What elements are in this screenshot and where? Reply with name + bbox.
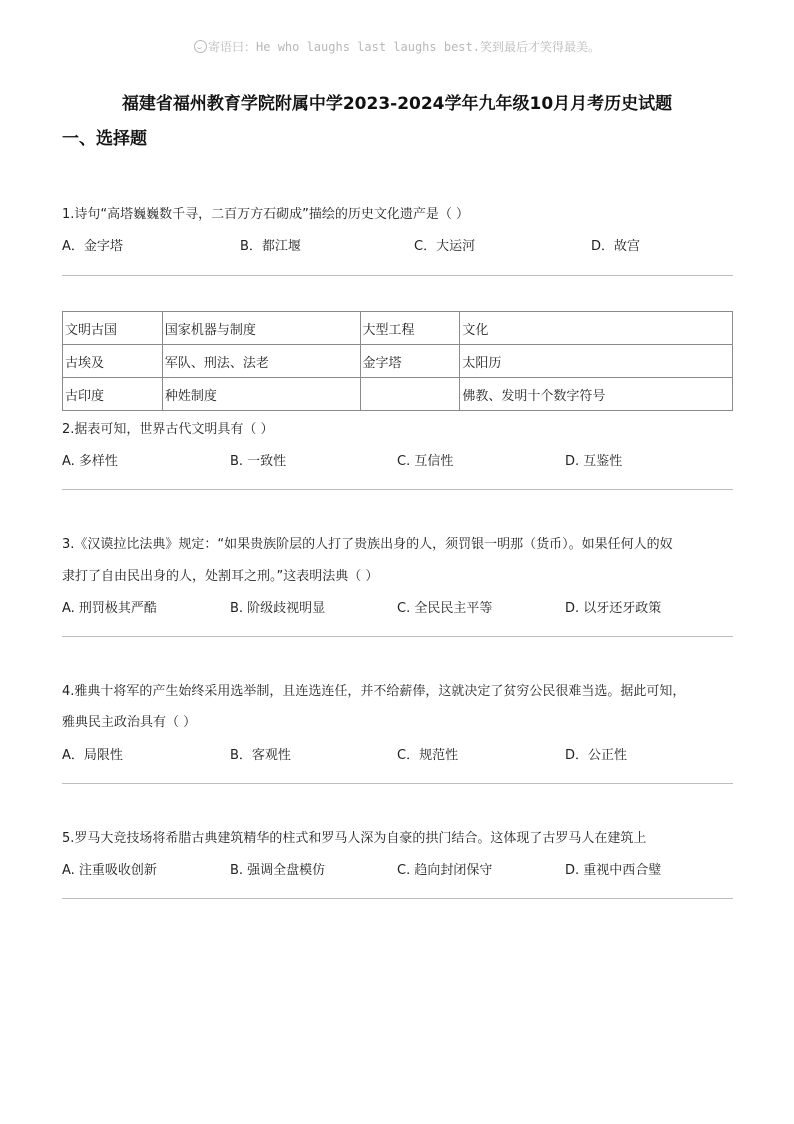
page-title: 福建省福州教育学院附属中学2023-2024学年九年级10月月考历史试题 xyxy=(121,94,673,114)
smiley-icon xyxy=(194,40,207,53)
table-row xyxy=(63,345,733,378)
question-1-option-a[interactable]: A．金字塔 xyxy=(62,239,123,254)
question-5-option-c[interactable]: C. 趋向封闭保守 xyxy=(397,863,493,878)
question-3-option-b[interactable]: B. 阶级歧视明显 xyxy=(230,601,326,616)
table-cell: 种姓制度 xyxy=(162,378,360,411)
question-5-stem: 5.罗马大竞技场将希腊古典建筑精华的柱式和罗马人深为自豪的拱门结合。这体现了古罗马人在建筑上 xyxy=(62,831,647,846)
question-5-option-b[interactable]: B. 强调全盘模仿 xyxy=(230,863,326,878)
question-2-option-c[interactable]: C. 互信性 xyxy=(397,454,454,469)
table-header-cell: 文明古国 xyxy=(63,312,163,345)
table-cell: 佛教、发明十个数字符号 xyxy=(460,378,733,411)
question-5-option-d[interactable]: D. 重视中西合璧 xyxy=(565,863,662,878)
question-2-option-d[interactable]: D. 互鉴性 xyxy=(565,454,623,469)
question-1-stem: 1.诗句“高塔巍巍数千寻，二百万方石砌成”描绘的历史文化遗产是（ ） xyxy=(62,207,470,222)
table-cell: 金字塔 xyxy=(360,345,460,378)
table-cell: 古埃及 xyxy=(63,345,163,378)
question-3-option-d[interactable]: D. 以牙还牙政策 xyxy=(565,601,662,616)
header-motto xyxy=(0,38,794,55)
question-4-option-c[interactable]: C．规范性 xyxy=(397,748,459,763)
question-1-option-d[interactable]: D．故宫 xyxy=(591,239,641,254)
table-header-cell: 国家机器与制度 xyxy=(162,312,360,345)
table-header-row xyxy=(63,312,733,345)
table-cell: 古印度 xyxy=(63,378,163,411)
question-1-option-c[interactable]: C．大运河 xyxy=(414,239,476,254)
question-3-stem-line-2: 隶打了自由民出身的人，处割耳之刑。”这表明法典（ ） xyxy=(62,569,379,584)
question-1-option-b[interactable]: B．都江堰 xyxy=(240,239,301,254)
question-4-stem-line-1: 4.雅典十将军的产生始终采用选举制，且连选连任，并不给薪俸，这就决定了贫穷公民很难当选。据此可知， xyxy=(62,684,686,699)
question-5-option-a[interactable]: A. 注重吸收创新 xyxy=(62,863,157,878)
section-heading: 一、选择题 xyxy=(62,129,147,149)
question-2-option-b[interactable]: B. 一致性 xyxy=(230,454,287,469)
table-header-cell: 文化 xyxy=(460,312,733,345)
question-3-option-c[interactable]: C. 全民民主平等 xyxy=(397,601,493,616)
divider xyxy=(62,275,733,276)
table-cell: 太阳历 xyxy=(460,345,733,378)
question-2-option-a[interactable]: A. 多样性 xyxy=(62,454,118,469)
divider xyxy=(62,636,733,637)
table-cell xyxy=(360,378,460,411)
divider xyxy=(62,489,733,490)
civilization-table xyxy=(62,311,733,411)
table-header-cell: 大型工程 xyxy=(360,312,460,345)
table-cell: 军队、刑法、法老 xyxy=(162,345,360,378)
divider xyxy=(62,898,733,899)
table-row xyxy=(63,378,733,411)
question-4-stem-line-2: 雅典民主政治具有（ ） xyxy=(62,715,197,730)
question-4-option-a[interactable]: A．局限性 xyxy=(62,748,123,763)
question-4-option-d[interactable]: D．公正性 xyxy=(565,748,628,763)
question-3-stem-line-1: 3.《汉谟拉比法典》规定：“如果贵族阶层的人打了贵族出身的人，须罚银一明那（货币）。如果任何人的奴 xyxy=(62,537,673,552)
divider xyxy=(62,783,733,784)
question-3-option-a[interactable]: A. 刑罚极其严酷 xyxy=(62,601,157,616)
question-4-option-b[interactable]: B．客观性 xyxy=(230,748,291,763)
motto-text: 寄语曰：He who laughs last laughs best.笑到最后才笑得最美。 xyxy=(208,40,600,54)
question-2-stem: 2.据表可知，世界古代文明具有（ ） xyxy=(62,422,274,437)
